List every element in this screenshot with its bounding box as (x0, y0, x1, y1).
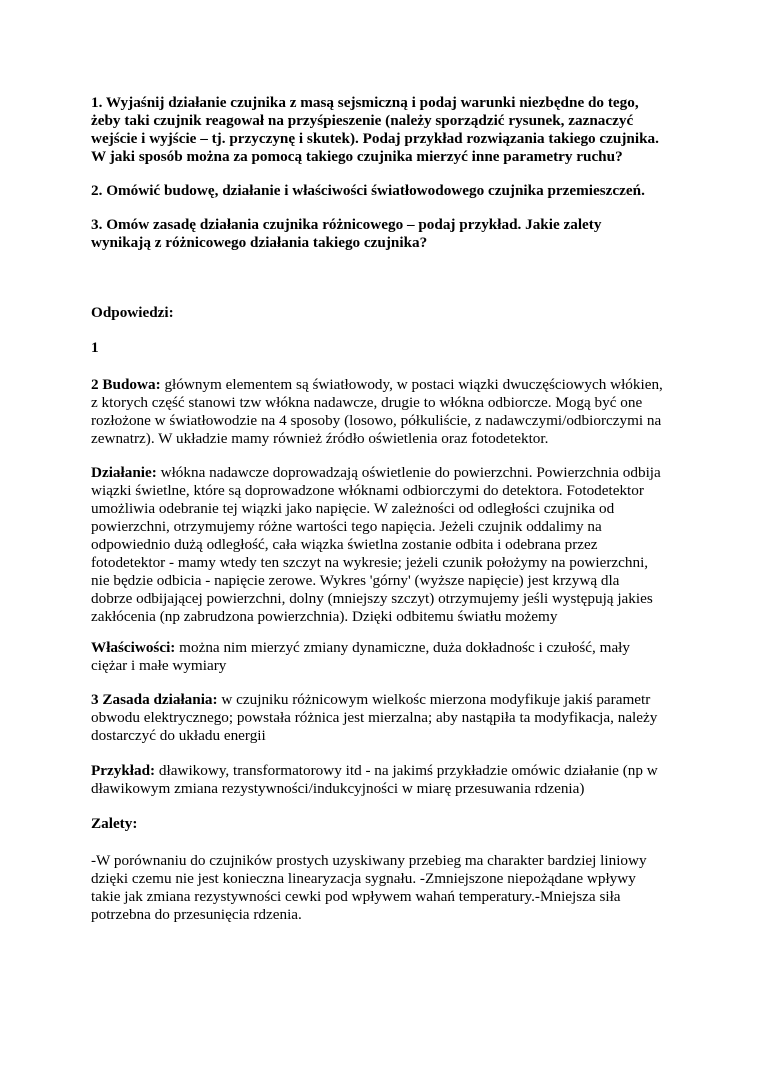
dzialanie-label: Działanie: (91, 464, 157, 481)
answer-budowa (91, 376, 663, 448)
wlasciwosci-label: Właściwości: (91, 639, 176, 656)
zalety-heading: Zalety: (91, 815, 138, 832)
answer-1-number: 1 (91, 339, 99, 356)
zasada-label: 3 Zasada działania: (91, 691, 218, 708)
przyklad-text: dławikowy, transformatorowy itd - na jakimś przykładzie omówic działanie (np w dławikowym zmiana rezystywności/indukcyjności w miarę przesuwania rdzenia) (91, 762, 658, 797)
question-3: 3. Omów zasadę działania czujnika różnicowego – podaj przykład. Jakie zalety wynikają z różnicowego działania takiego czujnika? (91, 216, 602, 251)
budowa-label: 2 Budowa: (91, 376, 161, 393)
wlasciwosci-text: można nim mierzyć zmiany dynamiczne, duża dokładnośc i czułość, mały ciężar i małe wymiary (91, 639, 630, 674)
answer-wlasciwosci (91, 639, 630, 675)
dzialanie-text: włókna nadawcze doprowadzają oświetlenie do powierzchni. Powierzchnia odbija wiązki świetlne, które są doprowadzone włóknami odbiorczymi do detektora. Fotodetektor umożliwia odebranie tej wiązki jako napięcie. W zależności od odległości czujnika od powierzchni, otrzymujemy różne wartości tego napięcia. Jeżeli czujnik oddalimy na odpowiednio dużą odległość, cała wiązka świetlna zostanie odbita i odebrana przez fotodetektor - mamy wtedy ten szczyt na wykresie; jeżeli czunik położymy na powierzchni, nie będzie odbicia - napięcie zerowe. Wykres 'górny' (wyższe napięcie) jest krzywą dla dobrze odbijającej powierzchni, dolny (mniejszy szczyt) otrzymujemy jeśli występują jakies zakłócenia (np zabrudzona powierzchnia). Dzięki odbitemu światłu możemy (91, 464, 661, 625)
answer-dzialanie (91, 464, 661, 626)
przyklad-label: Przykład: (91, 762, 156, 779)
answer-zasada (91, 691, 657, 745)
question-2: 2. Omówić budowę, działanie i właściwości światłowodowego czujnika przemieszczeń. (91, 182, 645, 199)
answers-heading: Odpowiedzi: (91, 304, 174, 321)
answer-przyklad (91, 762, 658, 798)
answer-zalety: -W porównaniu do czujników prostych uzyskiwany przebieg ma charakter bardziej liniowy dzięki czemu nie jest konieczna linearyzacja sygnału. -Zmniejszone niepożądane wpływy takie jak zmiana rezystywności cewki pod wpływem wahań temperatury.-Mniejsza siła potrzebna do przesunięcia rdzenia. (91, 852, 647, 923)
budowa-text: głównym elementem są światłowody, w postaci wiązki dwuczęściowych włókien, z ktorych część stanowi tzw włókna nadawcze, drugie to włókna odbiorcze. Mogą być one rozłożone w światłowodzie na 4 sposoby (losowo, półkuliście, z nadawczymi/odbiorczymi na zewnatrz). W układzie mamy również źródło oświetlenia oraz fotodetektor. (91, 376, 663, 447)
question-1: 1. Wyjaśnij działanie czujnika z masą sejsmiczną i podaj warunki niezbędne do tego, żeby taki czujnik reagował na przyśpieszenie (należy sporządzić rysunek, zaznaczyć wejście i wyjście – tj. przyczynę i skutek). Podaj przykład rozwiązania takiego czujnika. W jaki sposób można za pomocą takiego czujnika mierzyć inne parametry ruchu? (91, 94, 659, 165)
zasada-text: w czujniku różnicowym wielkośc mierzona modyfikuje jakiś parametr obwodu elektrycznego; powstała różnica jest mierzalna; aby nastąpiła ta modyfikacja, należy dostarczyć do układu energii (91, 691, 658, 744)
